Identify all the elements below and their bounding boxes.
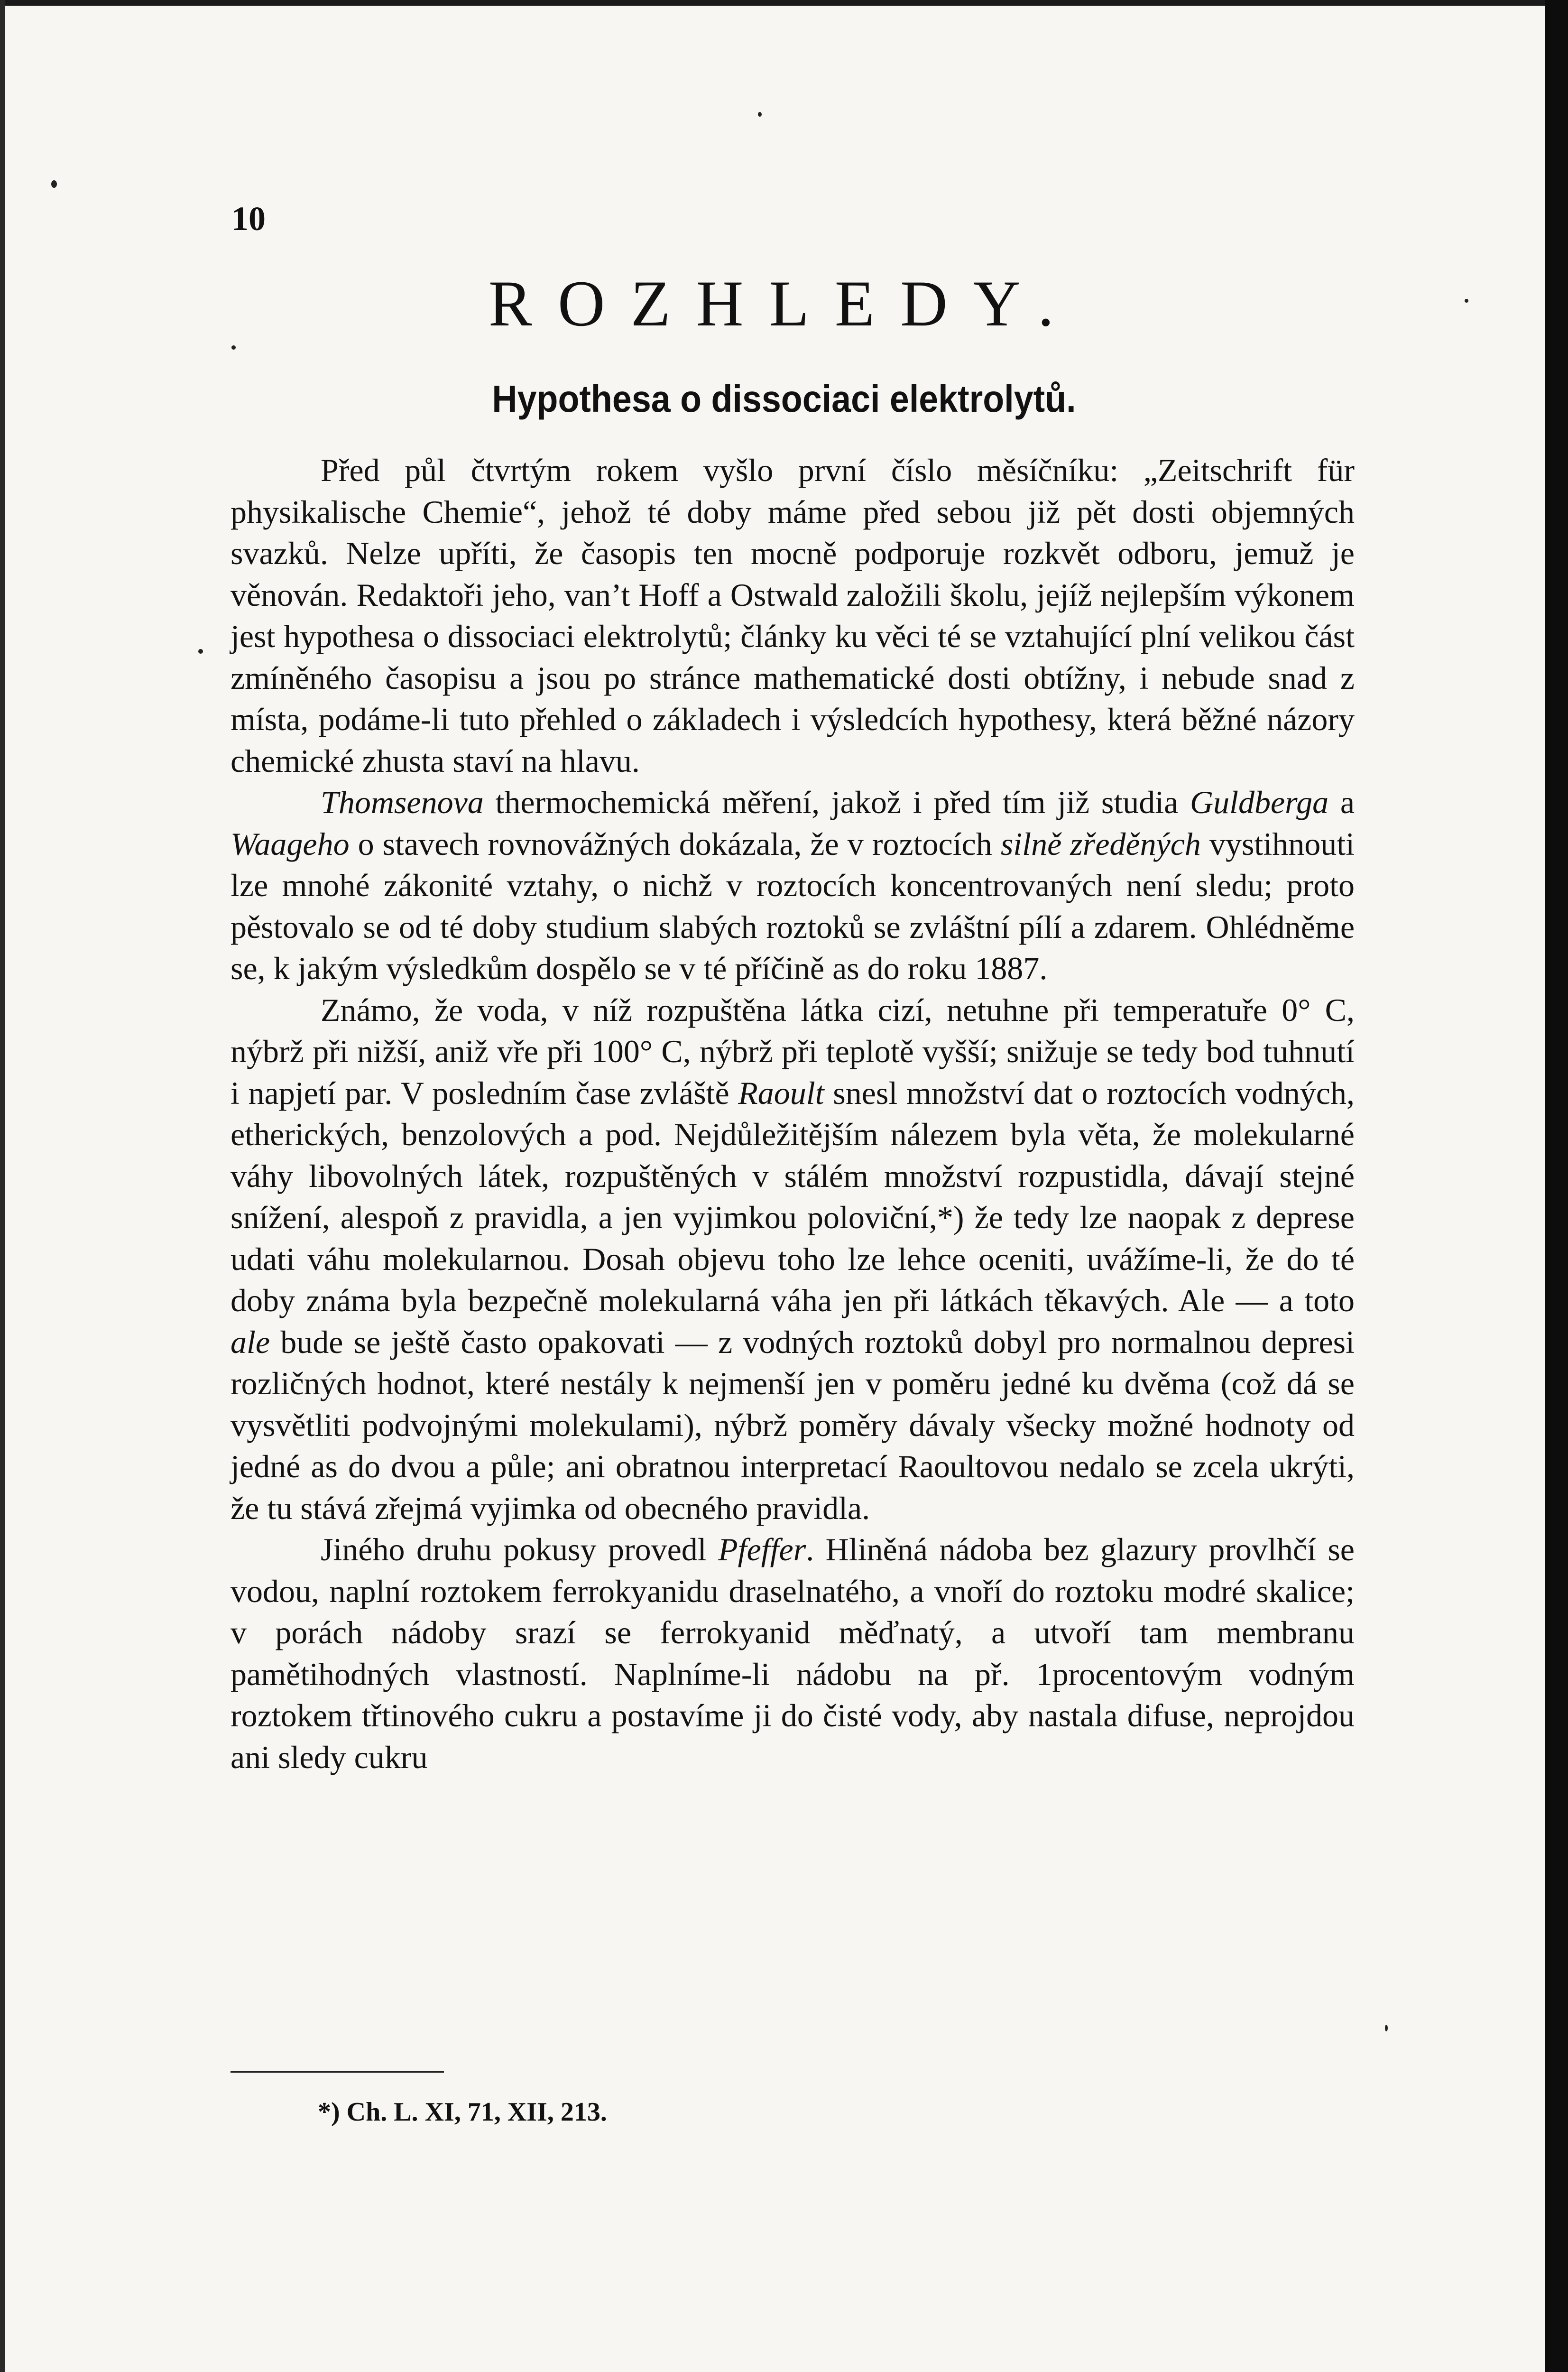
author-name: Raoult xyxy=(738,1075,824,1111)
scan-speck xyxy=(1385,2025,1388,2031)
paragraph-text: a xyxy=(1328,784,1355,820)
footnote: *) Ch. L. XI, 71, XII, 213. xyxy=(318,2097,607,2127)
paragraph xyxy=(231,990,1355,1529)
author-name: Waageho xyxy=(231,825,350,862)
paragraph-text: Známo, že voda, v níž rozpuštěna látka cizí, netuhne při temperatuře 0° C, nýbrž při nižší, aniž vře při 100° C, nýbrž při teplotě vyšší; snižuje se tedy bod tuhnutí i napjetí par. V posledním čase zvláště xyxy=(231,991,1355,1111)
paragraph-text: Jiného druhu pokusy provedl xyxy=(321,1531,719,1567)
emphasis-text: silně zředěných xyxy=(1000,825,1201,862)
paragraph xyxy=(231,782,1355,990)
page-number: 10 xyxy=(231,200,266,238)
scan-speck xyxy=(231,345,236,350)
scan-speck xyxy=(51,180,57,188)
paragraph-text: Před půl čtvrtým rokem vyšlo první číslo měsíčníku: „Zeitschrift für physikalische Chemie“, jehož té doby máme před sebou již pět dosti objemných svazků. Nelze upříti, že časopis ten mocně podporuje rozkvět odboru, jemuž je věnován. Redaktoři jeho, van’t Hoff a Ostwald založili školu, jejíž nejlepším výkonem jest hypothesa o dissociaci elektrolytů; články ku věci té se vztahující plní velikou část zmíněného časopisu a jsou po stránce mathematické dosti obtížny, i nebude snad z místa, podáme-li tuto přehled o základech i výsledcích hypothesy, která běžné názory chemické zhusta staví na hlavu. xyxy=(231,452,1355,779)
paragraph xyxy=(231,1529,1355,1778)
paragraph-text: bude se ještě často opakovati — z vodných roztoků dobyl pro normalnou depresi rozličných hodnot, které nestály k nejmenší jen v poměru jedné ku dvěma (což dá se vysvětliti podvojnými molekulami), nýbrž poměry dávaly všecky možné hodnoty od jedné as do dvou a půle; ani obratnou interpretací Raoultovou nedalo se zcela ukrýti, že tu stává zřejmá vyjimka od obecného pravidla. xyxy=(231,1324,1355,1526)
article-body xyxy=(231,450,1355,1778)
scan-edge-top xyxy=(0,0,1568,6)
paragraph xyxy=(231,450,1355,782)
author-name: Thomsenova xyxy=(321,784,484,820)
footnote-divider xyxy=(231,2071,444,2073)
scan-edge-left xyxy=(0,0,5,2372)
scan-speck xyxy=(198,649,203,654)
section-title: ROZHLEDY. xyxy=(488,267,1080,340)
paragraph-text: vystihnouti lze mnohé zákonité vztahy, o nichž v roztocích koncentrovaných není sledu; proto pěstovalo se od té doby studium slabých roztoků se zvláštní pílí a zdarem. Ohlédněme se, k jakým výsledkům dospělo se v té příčině as do roku 1887. xyxy=(231,825,1355,986)
scan-edge-right xyxy=(1545,0,1568,2372)
scan-speck xyxy=(758,112,762,117)
paragraph-text: . Hliněná nádoba bez glazury provlhčí se vodou, naplní roztokem ferrokyanidu draselnatého, a vnoří do roztoku modré skalice; v porách nádoby srazí se ferrokyanid měďnatý, a utvoří tam membranu pamětihodných vlastností. Naplníme-li nádobu na př. 1procentovým vodným roztokem třtinového cukru a postavíme ji do čisté vody, aby nastala difuse, neprojdou ani sledy cukru xyxy=(231,1531,1355,1775)
paragraph-text: o stavech rovnovážných dokázala, že v roztocích xyxy=(349,825,1001,862)
emphasis-text: ale xyxy=(231,1324,270,1360)
paragraph-text: thermochemická měření, jakož i před tím již studia xyxy=(483,784,1190,820)
article-title: Hypothesa o dissociaci elektrolytů. xyxy=(492,378,1076,420)
author-name: Guldberga xyxy=(1190,784,1329,820)
paragraph-text: snesl množství dat o roztocích vodných, etherických, benzolových a pod. Nejdůležitějším nálezem byla věta, že molekularné váhy libovolných látek, rozpuštěných v stálém množství rozpustidla, dávají stejné snížení, alespoň z pravidla, a jen vyjimkou poloviční,*) že tedy lze naopak z deprese udati váhu molekularnou. Dosah objevu toho lze lehce oceniti, uvážíme-li, že do té doby známa byla bezpečně molekularná váha jen při látkách těkavých. Ale — a toto xyxy=(231,1075,1355,1318)
author-name: Pfeffer xyxy=(718,1531,806,1567)
